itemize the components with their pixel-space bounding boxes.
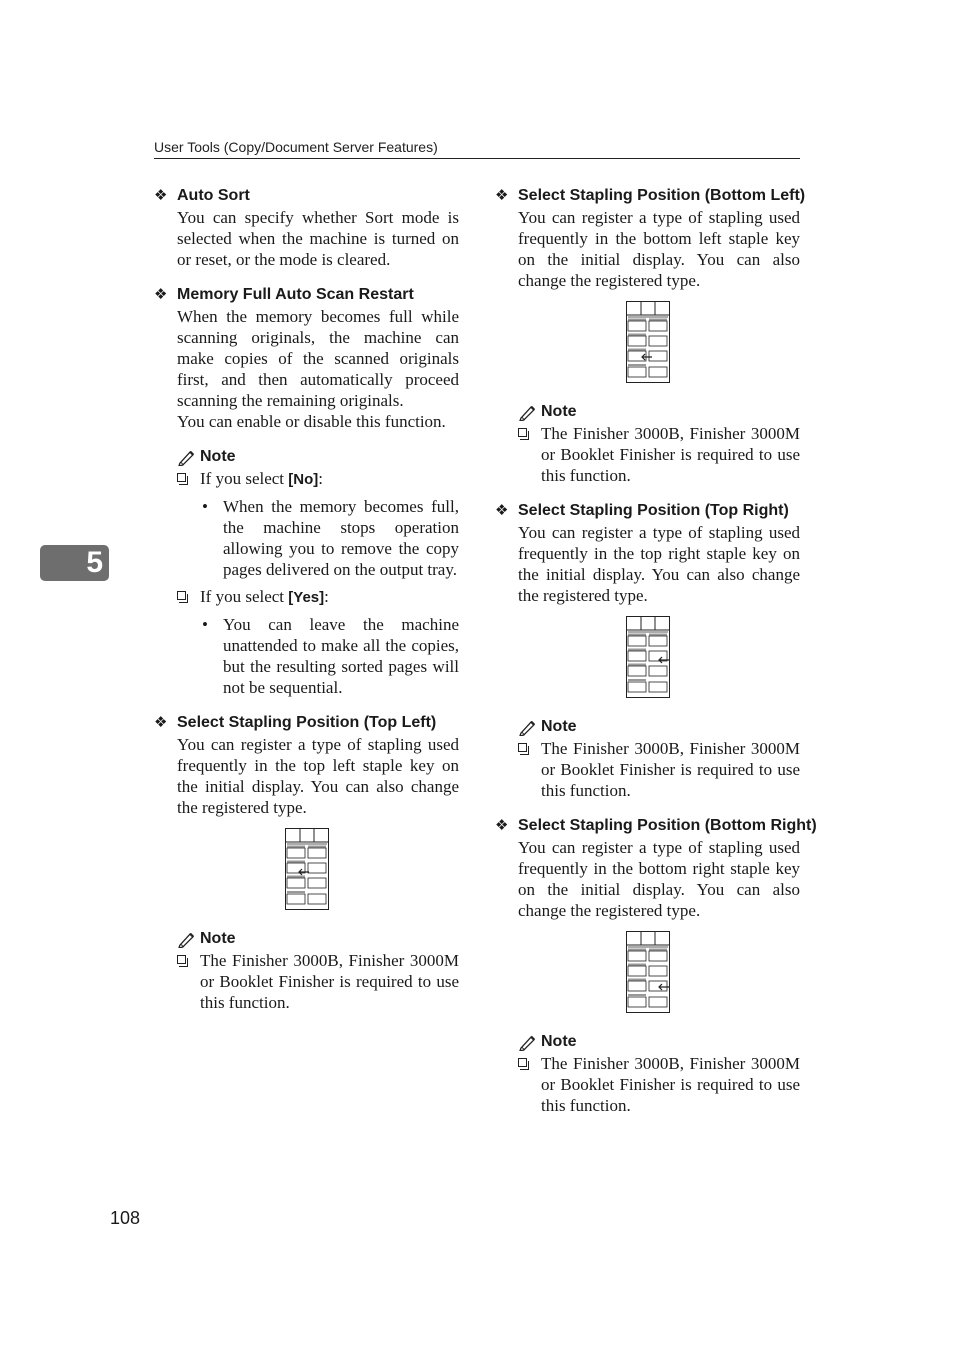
item-text: If you select	[200, 587, 289, 606]
bullet-list	[200, 614, 459, 698]
note-item-no	[177, 468, 459, 490]
section-title	[154, 712, 459, 734]
section-title-text: Auto Sort	[177, 187, 250, 204]
note-heading	[518, 401, 800, 423]
note-heading	[518, 1031, 800, 1053]
section-title	[495, 185, 806, 207]
diamond-icon: ❖	[495, 817, 509, 834]
pencil-icon	[177, 931, 196, 948]
note-text: The Finisher 3000B, Finisher 3000M or Booklet Finisher is required to use this function.	[541, 739, 800, 800]
note-block	[518, 1031, 800, 1116]
note-block	[177, 928, 459, 1013]
key-label: [Yes]	[288, 589, 325, 606]
key-label: [No]	[288, 471, 319, 488]
note-item	[518, 1053, 800, 1116]
section-title	[495, 500, 800, 522]
section-title-text: Select Stapling Position (Bottom Right)	[518, 817, 817, 834]
note-block	[518, 401, 800, 486]
note-heading	[177, 928, 459, 950]
figure-wrap	[518, 931, 800, 1031]
note-item	[177, 950, 459, 1013]
section-top-left	[154, 712, 459, 1013]
item-suffix: :	[318, 469, 324, 488]
checkbox-icon	[177, 955, 186, 964]
checkbox-icon	[518, 743, 527, 752]
checkbox-icon	[518, 1058, 527, 1067]
staple-panel-top-left-illustration	[285, 828, 329, 910]
checkbox-icon	[177, 591, 186, 600]
figure-wrap	[518, 616, 800, 716]
section-top-right	[495, 500, 800, 801]
note-title: Note	[541, 403, 577, 420]
pencil-icon	[177, 449, 196, 466]
section-title-text: Select Stapling Position (Top Left)	[177, 714, 437, 731]
diamond-icon: ❖	[154, 187, 168, 204]
section-title	[154, 185, 459, 207]
pencil-icon	[518, 719, 537, 736]
right-column	[495, 185, 817, 1127]
item-text: If you select	[200, 469, 289, 488]
section-title	[154, 284, 459, 306]
section-auto-sort	[154, 185, 459, 270]
left-column	[154, 185, 459, 1024]
diamond-icon: ❖	[495, 187, 509, 204]
chapter-number: 5	[86, 546, 103, 579]
section-title-text: Select Stapling Position (Top Right)	[518, 502, 789, 519]
note-title: Note	[200, 930, 236, 947]
bullet-item: • You can leave the machine unattended to make all the copies, but the resulting sorted pages will not be sequential.	[200, 614, 459, 698]
page-number: 108	[110, 1208, 141, 1228]
body-paragraph: You can enable or disable this function.	[177, 412, 446, 431]
diamond-icon: ❖	[154, 286, 168, 303]
note-title: Note	[200, 448, 236, 465]
diamond-icon: ❖	[154, 714, 168, 731]
section-body: You can register a type of stapling used frequently in the top right staple key on the initial display. You can also change the registered type.	[518, 523, 800, 605]
note-text: The Finisher 3000B, Finisher 3000M or Booklet Finisher is required to use this function.	[541, 1054, 800, 1115]
pencil-icon	[518, 404, 537, 421]
staple-panel-bottom-left-illustration	[626, 301, 670, 383]
note-heading	[177, 446, 459, 468]
section-title-text: Select Stapling Position (Bottom Left)	[518, 187, 806, 204]
figure-wrap	[177, 828, 459, 928]
note-text: The Finisher 3000B, Finisher 3000M or Booklet Finisher is required to use this function.	[200, 951, 459, 1012]
section-bottom-right	[495, 815, 817, 1116]
running-header: User Tools (Copy/Document Server Features)	[154, 138, 800, 159]
staple-panel-top-right-illustration	[626, 616, 670, 698]
checkbox-icon	[518, 428, 527, 437]
diamond-icon: ❖	[495, 502, 509, 519]
section-title	[495, 815, 817, 837]
checkbox-icon	[177, 473, 186, 482]
note-block	[518, 716, 800, 801]
section-body	[177, 306, 459, 432]
section-title-text: Memory Full Auto Scan Restart	[177, 286, 414, 303]
bullet-item: • When the memory becomes full, the machine stops operation allowing you to remove the copy pages delivered on the output tray.	[200, 496, 459, 580]
pencil-icon	[518, 1034, 537, 1051]
section-body: You can register a type of stapling used frequently in the bottom right staple key on the initial display. You can also change the registered type.	[518, 838, 800, 920]
section-memory-full	[154, 284, 459, 698]
note-heading	[518, 716, 800, 738]
bullet-list	[200, 496, 459, 580]
note-title: Note	[541, 718, 577, 735]
section-body: You can register a type of stapling used frequently in the bottom left staple key on the initial display. You can also change the registered type.	[518, 208, 800, 290]
note-title: Note	[541, 1033, 577, 1050]
note-item	[518, 423, 800, 486]
note-text: The Finisher 3000B, Finisher 3000M or Booklet Finisher is required to use this function.	[541, 424, 800, 485]
chapter-tab	[40, 545, 109, 581]
section-body: You can specify whether Sort mode is selected when the machine is turned on or reset, or the mode is cleared.	[177, 208, 459, 269]
item-suffix: :	[324, 587, 329, 606]
note-item-yes	[177, 586, 459, 608]
section-bottom-left	[495, 185, 806, 486]
note-block	[177, 446, 459, 698]
note-item	[518, 738, 800, 801]
staple-panel-bottom-right-illustration	[626, 931, 670, 1013]
section-body: You can register a type of stapling used frequently in the top left staple key on the initial display. You can also change the registered type.	[177, 735, 459, 817]
figure-wrap	[518, 301, 800, 401]
body-paragraph: When the memory becomes full while scanning originals, the machine can make copies of the scanned originals first, and then automatically proceed scanning the remaining originals.	[177, 307, 459, 410]
